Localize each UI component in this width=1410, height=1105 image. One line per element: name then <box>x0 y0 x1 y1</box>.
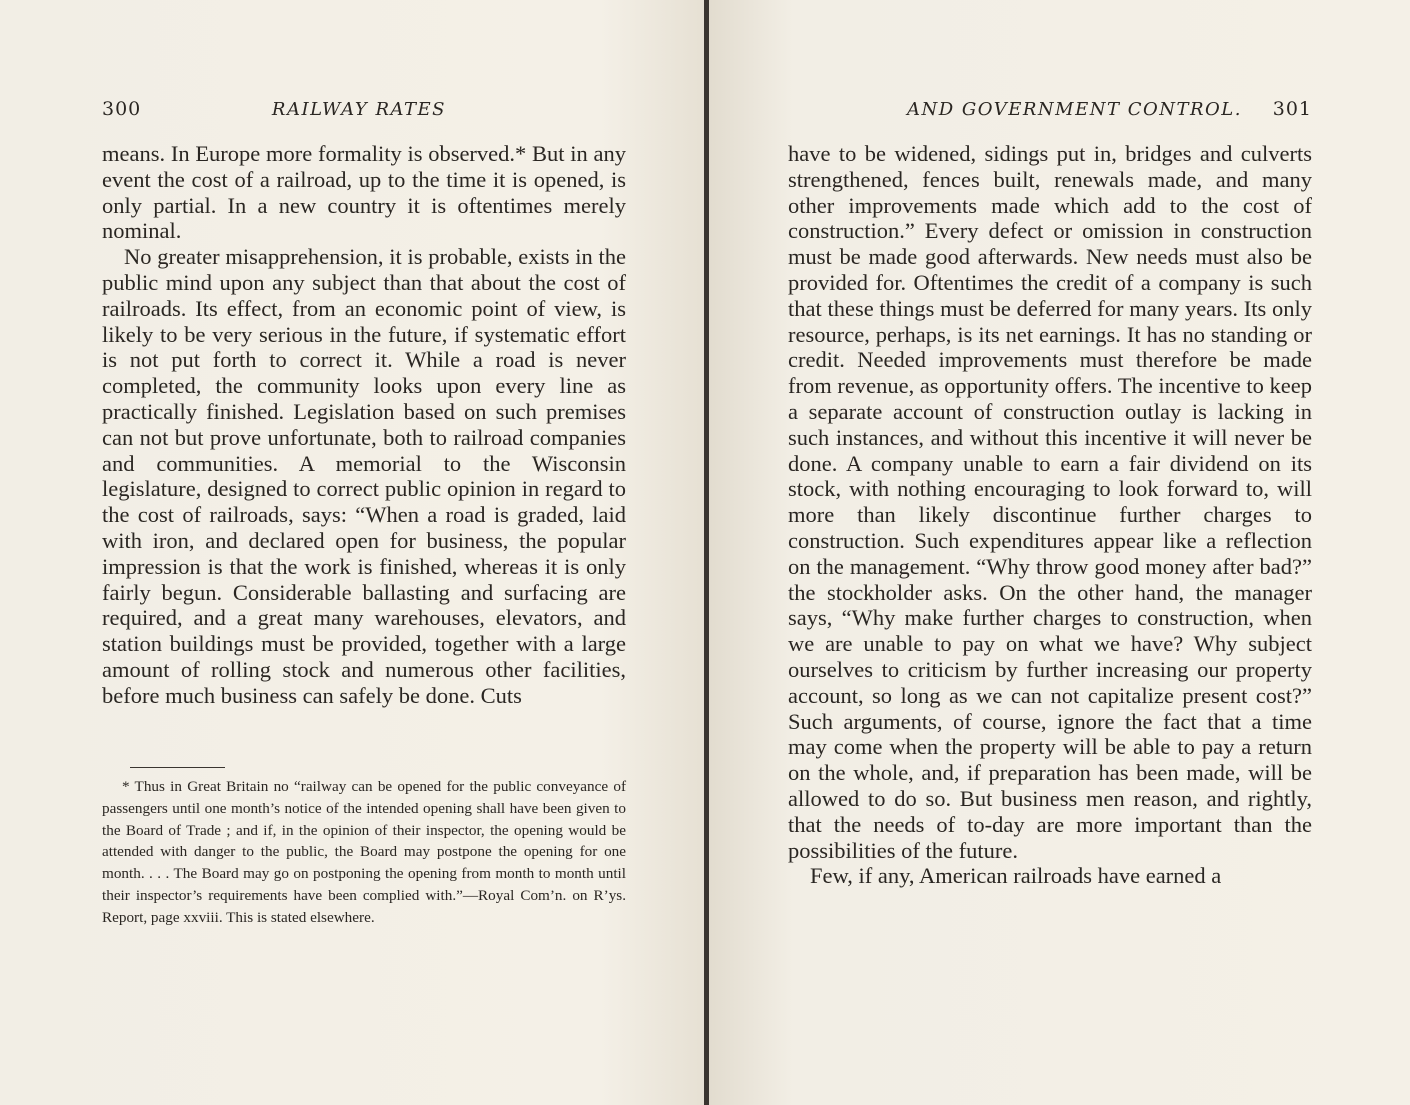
paragraph: have to be widened, sidings put in, bridges and culverts strengthened, fences built, renewals made, and many other improvements made which add to the cost of construction.” Every defect or omission in construction must be made good afterwards. New needs must also be provided for. Oftentimes the credit of a company is such that these things must be deferred for many years. Its only resource, perhaps, is its net earnings. It has no standing or credit. Needed improvements must therefore be made from revenue, as opportunity offers. The incentive to keep a separate account of construction outlay is lacking in such instances, and without this incentive it will never be done. A company unable to earn a fair dividend on its stock, with nothing encouraging to look forward to, will more than likely discontinue further charges to construction. Such expenditures appear like a reflection on the management. “Why throw good money after bad?” the stockholder asks. On the other hand, the manager says, “Why make further charges to construction, when we are unable to pay on what we have? Why subject ourselves to criticism by further increasing our property account, so long as we can not capitalize present cost?” Such arguments, of course, ignore the fact that a time may come when the property will be able to pay a return on the whole, and, if preparation has been made, will be allowed to do so. But business men reason, and rightly, that the needs of to-day are more important than the possibilities of the future. <box>788 141 1313 863</box>
running-head-title-right: AND GOVERNMENT CONTROL. <box>907 99 1242 120</box>
paragraph: No greater misapprehension, it is probable, exists in the public mind upon any subject than that about the cost of railroads. Its effect, from an economic point of view, is likely to be very serious in the future, if systematic effort is not put forth to correct it. While a road is never completed, the community looks upon every line as practically finished. Legislation based on such premises can not but prove unfortunate, both to railroad companies and communities. A memorial to the Wisconsin legislature, designed to correct public opinion in regard to the cost of railroads, says: “When a road is graded, laid with iron, and declared open for business, the popular impression is that the work is finished, whereas it is only fairly begun. Considerable ballasting and surfacing are required, and a great many warehouses, elevators, and station buildings must be provided, together with a large amount of rolling stock and numerous other facilities, before much business can safely be done. Cuts <box>102 244 626 708</box>
left-body-text <box>102 141 626 709</box>
paragraph: means. In Europe more formality is observed.* But in any event the cost of a railroad, up to the time it is opened, is only partial. In a new country it is oftentimes merely nominal. <box>102 141 626 244</box>
right-body-text <box>788 141 1312 889</box>
footnote-rule <box>130 767 225 768</box>
right-page <box>709 0 1410 1105</box>
page-number-right: 301 <box>1272 98 1312 120</box>
running-head-title-left: RAILWAY RATES <box>271 99 446 120</box>
right-running-head <box>907 98 1312 122</box>
footnote-text: * Thus in Great Britain no “railway can be opened for the public conveyance of passengers until one month’s notice of the intended opening shall have been given to the Board of Trade ; and if, in the opinion of their inspector, the opening would be attended with danger to the public, the Board may postpone the opening for one month. . . . The Board may go on postponing the opening from month to month until their inspector’s requirements have been complied with.”—Royal Com’n. on R’ys. Report, page xxviii. This is stated elsewhere. <box>102 778 626 926</box>
left-running-head <box>102 98 626 122</box>
paragraph: Few, if any, American railroads have earned a <box>810 863 1222 889</box>
footnote <box>102 776 626 929</box>
page-number-left: 300 <box>102 98 142 120</box>
